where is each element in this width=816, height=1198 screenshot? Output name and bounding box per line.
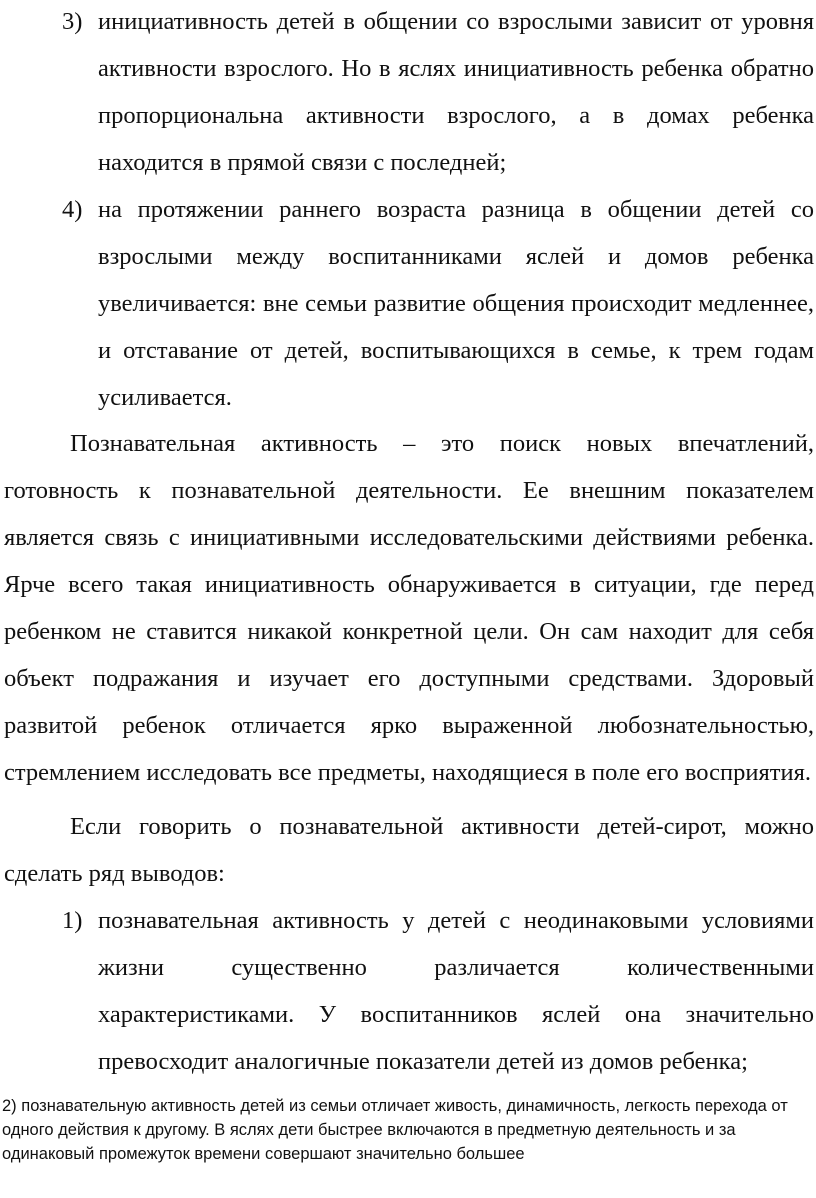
paragraph-cognitive-activity: Познавательная активность – это поиск новых впечатлений, готовность к познавательной деятельности. Ее внешним показателем является связь с инициативными исследовательскими действиями ребенка. Ярче всего такая инициативность обнаруживается в ситуации, где перед ребенком не ставится никакой конкретной цели. Он сам находит для себя объект подражания и изучает его доступными средствами. Здоровый развитой ребенок отличается ярко выраженной любознательностью, стремлением исследовать все предметы, находящиеся в поле его восприятия. [4,430,814,786]
list-item-1 [62,897,814,1085]
list-item-number: 3) [62,8,83,35]
list-item-text: на протяжении раннего возраста разница в общении детей со взрослыми между воспитанниками яслей и домов ребенка увеличивается: вне семьи развитие общения происходит медленнее, и отставание от детей, воспитывающихся в семье, к трем годам усиливается. [98,196,814,411]
list-item-text: инициативность детей в общении со взрослыми зависит от уровня активности взрослого. Но в яслях инициативность ребенка обратно пропорциональна активности взрослого, а в домах ребенка находится в прямой связи с последней; [98,8,814,176]
footer-paragraph: 2) познавательную активность детей из семьи отличает живость, динамичность, легкость перехода от одного действия к другому. В яслях дети быстрее включаются в предметную деятельность и за одинаковый промежуток времени совершают значительно большее [2,1097,788,1163]
paragraph-conclusions-intro: Если говорить о познавательной активности детей-сирот, можно сделать ряд выводов: [4,813,814,887]
list-item-3 [62,0,814,186]
numbered-list-bottom [62,897,814,1085]
numbered-list-top [62,0,814,421]
list-item-text: познавательная активность у детей с неодинаковыми условиями жизни существенно различается количественными характеристиками. У воспитанников яслей она значительно превосходит аналогичные показатели детей из домов ребенка; [98,907,814,1075]
list-item-4 [62,186,814,421]
list-item-number: 4) [62,196,83,223]
list-item-number: 1) [62,907,83,934]
